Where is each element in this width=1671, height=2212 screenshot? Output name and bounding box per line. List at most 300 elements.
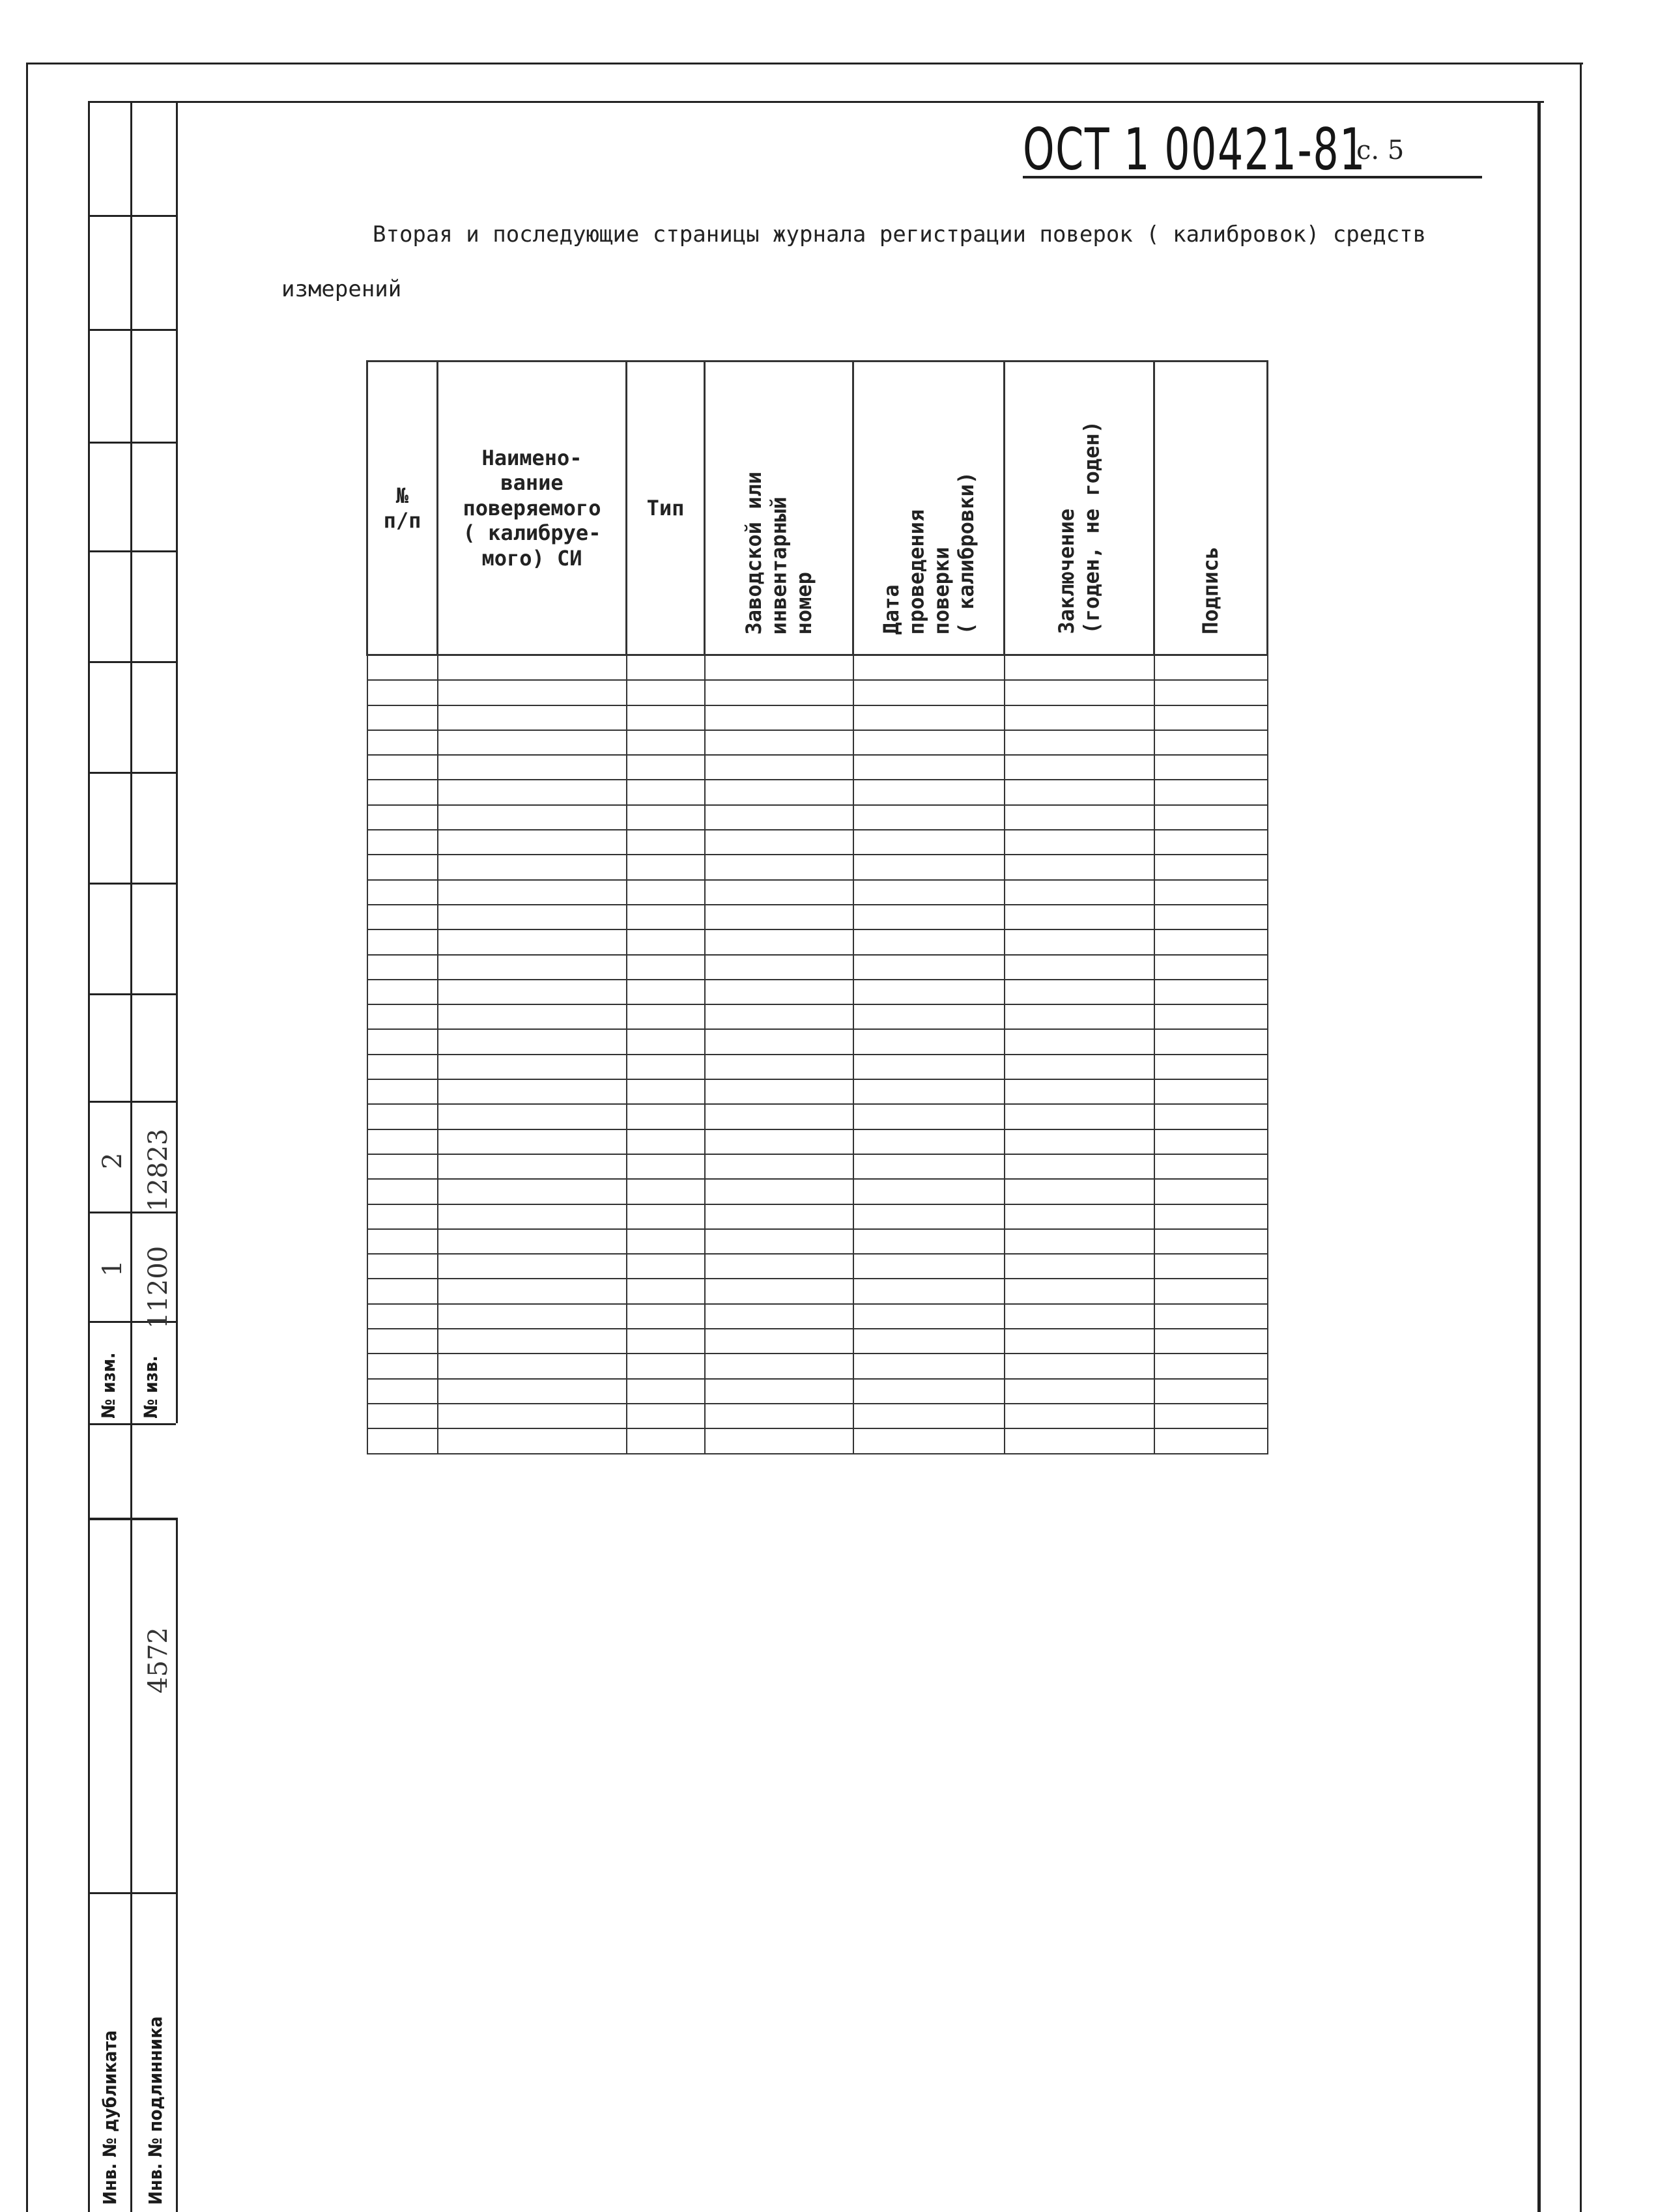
table-cell[interactable] [853,655,1005,681]
table-row [367,1329,1268,1354]
table-cell[interactable] [1154,1379,1268,1404]
table-cell[interactable] [367,655,438,681]
table-row [367,705,1268,730]
stamp-line [88,883,176,885]
stamp-line [88,661,176,663]
table-cell[interactable] [1154,1428,1268,1453]
table-cell[interactable] [853,1104,1005,1129]
column-header-serial-number [705,362,853,655]
table-cell[interactable] [705,1079,853,1104]
table-cell[interactable] [853,730,1005,755]
table-cell[interactable] [438,755,627,780]
stamp-line [88,442,176,444]
table-cell[interactable] [705,780,853,804]
table-row [367,780,1268,804]
table-cell[interactable] [853,1154,1005,1179]
table-cell[interactable] [705,1204,853,1229]
change-number-label: № изм. [98,1352,119,1419]
table-cell[interactable] [438,805,627,830]
table-row [367,830,1268,855]
table-cell[interactable] [705,855,853,879]
table-cell[interactable] [853,1279,1005,1303]
table-cell[interactable] [1154,1229,1268,1254]
table-cell[interactable] [367,1304,438,1329]
table-cell[interactable] [1154,680,1268,705]
table-cell[interactable] [1005,1329,1154,1354]
table-cell[interactable] [367,1204,438,1229]
table-cell[interactable] [367,1004,438,1029]
table-body [367,655,1268,1454]
table-cell[interactable] [367,1179,438,1204]
table-row [367,1129,1268,1154]
table-cell[interactable] [1154,855,1268,879]
intro-text-line-1: Вторая и последующие страницы журнала регистрации поверок ( калибровок) средств [373,221,1427,248]
table-cell[interactable] [367,855,438,879]
table-cell[interactable] [438,1004,627,1029]
table-cell[interactable] [627,1354,705,1378]
table-cell[interactable] [705,1104,853,1129]
table-cell[interactable] [438,855,627,879]
change-number-2: 2 [98,1152,128,1169]
frame-left-border [26,63,28,2212]
table-cell[interactable] [1154,830,1268,855]
table-cell[interactable] [438,1179,627,1204]
table-cell[interactable] [1154,905,1268,929]
table-cell[interactable] [1005,980,1154,1004]
table-cell[interactable] [367,929,438,954]
table-row [367,755,1268,780]
table-cell[interactable] [367,980,438,1004]
table-cell[interactable] [705,1004,853,1029]
table-cell[interactable] [1154,1154,1268,1179]
stamp-line [130,101,132,2212]
table-cell[interactable] [367,955,438,980]
frame-right-border [1580,63,1582,2212]
table-cell[interactable] [438,905,627,929]
table-cell[interactable] [1005,1055,1154,1079]
column-header-instrument-name [438,362,627,655]
stamp-line [88,1892,176,1894]
column-header-label: Подпись [1198,546,1223,634]
table-cell[interactable] [438,680,627,705]
table-cell[interactable] [627,1154,705,1179]
table-cell[interactable] [853,1204,1005,1229]
table-row [367,1104,1268,1129]
table-cell[interactable] [627,1104,705,1129]
table-row [367,880,1268,905]
table-cell[interactable] [367,1154,438,1179]
table-cell[interactable] [853,1304,1005,1329]
table-cell[interactable] [705,1329,853,1354]
table-cell[interactable] [705,1279,853,1303]
table-cell[interactable] [705,680,853,705]
table-cell[interactable] [367,905,438,929]
table-cell[interactable] [1005,955,1154,980]
table-cell[interactable] [627,1129,705,1154]
table-cell[interactable] [438,730,627,755]
table-cell[interactable] [1005,655,1154,681]
table-row [367,955,1268,980]
table-cell[interactable] [438,955,627,980]
table-cell[interactable] [367,730,438,755]
table-cell[interactable] [627,1428,705,1453]
inner-frame-top [88,101,1544,103]
column-header-label: Наимено- вание поверяемого ( калибруе- мого) СИ [463,446,601,571]
table-cell[interactable] [1154,1204,1268,1229]
table-cell[interactable] [1005,929,1154,954]
table-cell[interactable] [438,929,627,954]
stamp-line [176,1518,178,2212]
column-header-label: Заключение (годен, не годен) [1054,421,1104,634]
table-cell[interactable] [1154,955,1268,980]
stamp-line [88,1518,176,1520]
table-cell[interactable] [1005,805,1154,830]
table-cell[interactable] [705,1154,853,1179]
table-cell[interactable] [438,1104,627,1129]
table-cell[interactable] [367,680,438,705]
table-cell[interactable] [627,830,705,855]
table-cell[interactable] [438,1304,627,1329]
table-cell[interactable] [705,1354,853,1378]
table-cell[interactable] [627,1279,705,1303]
column-header-type [627,362,705,655]
table-cell[interactable] [367,1055,438,1079]
table-cell[interactable] [853,680,1005,705]
table-cell[interactable] [705,705,853,730]
table-cell[interactable] [1154,1004,1268,1029]
table-cell[interactable] [705,880,853,905]
table-cell[interactable] [853,1004,1005,1029]
table-row [367,929,1268,954]
table-cell[interactable] [853,880,1005,905]
table-cell[interactable] [853,980,1005,1004]
table-cell[interactable] [705,955,853,980]
table-cell[interactable] [627,1404,705,1428]
table-cell[interactable] [367,1129,438,1154]
table-cell[interactable] [438,1404,627,1428]
table-cell[interactable] [705,1404,853,1428]
table-cell[interactable] [438,1229,627,1254]
table-cell[interactable] [627,1304,705,1329]
table-cell[interactable] [367,1354,438,1378]
table-cell[interactable] [705,730,853,755]
table-cell[interactable] [1005,755,1154,780]
table-cell[interactable] [367,1379,438,1404]
frame-top-border [26,63,1583,64]
original-inventory-number: 4572 [143,1627,173,1694]
table-cell[interactable] [1005,1004,1154,1029]
table-cell[interactable] [367,705,438,730]
table-row [367,1204,1268,1229]
stamp-line [88,101,90,2212]
table-cell[interactable] [627,1329,705,1354]
original-inventory-label: Инв. № подлинника [145,2016,166,2205]
table-cell[interactable] [1005,1104,1154,1129]
table-cell[interactable] [627,655,705,681]
column-header-date [853,362,1005,655]
table-cell[interactable] [853,705,1005,730]
table-cell[interactable] [367,1428,438,1453]
table-cell[interactable] [438,1129,627,1154]
table-cell[interactable] [627,955,705,980]
table-cell[interactable] [1154,1254,1268,1279]
table-cell[interactable] [705,1055,853,1079]
table-cell[interactable] [853,1129,1005,1154]
notice-number-label: № изв. [140,1355,162,1419]
table-cell[interactable] [853,1329,1005,1354]
table-cell[interactable] [627,780,705,804]
table-cell[interactable] [705,755,853,780]
table-cell[interactable] [367,1229,438,1254]
table-cell[interactable] [627,1179,705,1204]
stamp-line [88,550,176,552]
table-row [367,1179,1268,1204]
table-cell[interactable] [1154,730,1268,755]
table-cell[interactable] [367,1329,438,1354]
table-cell[interactable] [627,1029,705,1054]
table-cell[interactable] [1005,705,1154,730]
page-number: с. 5 [1356,135,1405,165]
table-cell[interactable] [438,655,627,681]
table-cell[interactable] [627,705,705,730]
table-row [367,1354,1268,1378]
table-cell[interactable] [853,1354,1005,1378]
table-cell[interactable] [1154,1104,1268,1129]
table-cell[interactable] [627,880,705,905]
stamp-line [88,993,176,995]
table-cell[interactable] [705,1428,853,1453]
column-header-label: Заводской или инвентарный номер [741,471,816,634]
table-row [367,1428,1268,1453]
table-cell[interactable] [367,1079,438,1104]
table-cell[interactable] [705,1254,853,1279]
table-cell[interactable] [853,1379,1005,1404]
stamp-line [88,772,176,774]
table-row [367,980,1268,1004]
duplicate-inventory-label: Инв. № дубликата [99,2030,121,2205]
verification-journal-table [366,360,1268,1454]
table-row [367,855,1268,879]
table-cell[interactable] [367,1404,438,1428]
table-cell[interactable] [1154,1304,1268,1329]
table-cell[interactable] [705,905,853,929]
table-row [367,680,1268,705]
table-cell[interactable] [853,1079,1005,1104]
table-cell[interactable] [1154,1354,1268,1378]
table-cell[interactable] [438,1055,627,1079]
table-cell[interactable] [438,880,627,905]
table-cell[interactable] [438,830,627,855]
table-cell[interactable] [1154,1129,1268,1154]
table-cell[interactable] [1154,755,1268,780]
table-cell[interactable] [1005,1279,1154,1303]
table-cell[interactable] [1005,1254,1154,1279]
table-cell[interactable] [627,1379,705,1404]
table-cell[interactable] [367,1279,438,1303]
column-header-label: № п/п [383,483,421,533]
table-cell[interactable] [853,1179,1005,1204]
table-cell[interactable] [1005,1179,1154,1204]
table-cell[interactable] [1154,880,1268,905]
table-cell[interactable] [1005,730,1154,755]
table-cell[interactable] [1005,1204,1154,1229]
table-cell[interactable] [627,755,705,780]
table-cell[interactable] [627,1254,705,1279]
table-cell[interactable] [438,780,627,804]
table-cell[interactable] [627,730,705,755]
table-cell[interactable] [1005,855,1154,879]
journal-table-wrapper [366,360,1266,1454]
table-cell[interactable] [438,980,627,1004]
table-cell[interactable] [1154,1279,1268,1303]
table-cell[interactable] [438,1079,627,1104]
table-cell[interactable] [438,1354,627,1378]
table-cell[interactable] [705,830,853,855]
table-row [367,1004,1268,1029]
table-cell[interactable] [853,1229,1005,1254]
table-cell[interactable] [705,980,853,1004]
table-cell[interactable] [627,980,705,1004]
table-cell[interactable] [1154,705,1268,730]
table-cell[interactable] [438,1379,627,1404]
table-cell[interactable] [1005,1379,1154,1404]
table-cell[interactable] [627,1004,705,1029]
table-cell[interactable] [627,929,705,954]
table-cell[interactable] [705,929,853,954]
table-cell[interactable] [705,1304,853,1329]
column-header-label: Дата проведения поверки ( калибровки) [878,471,978,634]
table-cell[interactable] [1154,1404,1268,1428]
table-cell[interactable] [705,1229,853,1254]
table-cell[interactable] [1154,805,1268,830]
table-cell[interactable] [853,1055,1005,1079]
notice-number-1: 11200 [143,1245,173,1329]
table-cell[interactable] [367,780,438,804]
table-cell[interactable] [438,1204,627,1229]
table-cell[interactable] [438,705,627,730]
stamp-line [176,101,178,1423]
table-cell[interactable] [853,1404,1005,1428]
header-underline [1023,176,1482,178]
table-row [367,1154,1268,1179]
table-cell[interactable] [705,1379,853,1404]
table-cell[interactable] [1005,1229,1154,1254]
table-cell[interactable] [853,830,1005,855]
table-cell[interactable] [1154,929,1268,954]
table-cell[interactable] [438,1254,627,1279]
table-cell[interactable] [705,805,853,830]
table-row [367,1079,1268,1104]
table-cell[interactable] [438,1329,627,1354]
table-cell[interactable] [627,1229,705,1254]
table-row [367,1279,1268,1303]
stamp-line [88,329,176,331]
table-cell[interactable] [1005,1354,1154,1378]
table-cell[interactable] [1154,1055,1268,1079]
table-cell[interactable] [438,1279,627,1303]
column-header-signature [1154,362,1268,655]
table-cell[interactable] [367,755,438,780]
table-cell[interactable] [1005,1154,1154,1179]
table-cell[interactable] [1005,1029,1154,1054]
table-cell[interactable] [627,855,705,879]
table-cell[interactable] [367,1029,438,1054]
table-cell[interactable] [438,1154,627,1179]
table-cell[interactable] [1005,1304,1154,1329]
table-cell[interactable] [1005,905,1154,929]
change-number-1: 1 [98,1260,128,1277]
table-row [367,1404,1268,1428]
table-cell[interactable] [1154,1179,1268,1204]
table-cell[interactable] [627,805,705,830]
table-cell[interactable] [853,905,1005,929]
table-row [367,1029,1268,1054]
table-cell[interactable] [367,830,438,855]
table-cell[interactable] [1005,1079,1154,1104]
table-cell[interactable] [1005,1129,1154,1154]
column-header-number [367,362,438,655]
table-row [367,805,1268,830]
table-cell[interactable] [438,1029,627,1054]
table-cell[interactable] [367,1254,438,1279]
stamp-line [88,1212,176,1213]
table-row [367,1304,1268,1329]
table-row [367,905,1268,929]
table-cell[interactable] [627,1204,705,1229]
table-cell[interactable] [853,955,1005,980]
table-cell[interactable] [853,929,1005,954]
table-cell[interactable] [1005,880,1154,905]
table-cell[interactable] [853,855,1005,879]
table-cell[interactable] [1005,1428,1154,1453]
table-cell[interactable] [367,1104,438,1129]
table-cell[interactable] [627,680,705,705]
table-cell[interactable] [853,1029,1005,1054]
table-cell[interactable] [1154,655,1268,681]
table-cell[interactable] [627,905,705,929]
table-cell[interactable] [853,1428,1005,1453]
table-cell[interactable] [627,1055,705,1079]
table-cell[interactable] [367,880,438,905]
table-cell[interactable] [853,1254,1005,1279]
table-cell[interactable] [1154,980,1268,1004]
document-code: ОСТ 1 00421-81 [1023,116,1367,183]
table-row [367,1055,1268,1079]
stamp-line [88,1423,176,1425]
table-cell[interactable] [1154,1329,1268,1354]
table-cell[interactable] [853,755,1005,780]
table-cell[interactable] [1154,1029,1268,1054]
table-cell[interactable] [1005,780,1154,804]
table-cell[interactable] [853,805,1005,830]
notice-number-2: 12823 [143,1128,173,1212]
table-cell[interactable] [367,805,438,830]
table-cell[interactable] [705,655,853,681]
table-cell[interactable] [853,780,1005,804]
table-cell[interactable] [1005,1404,1154,1428]
table-cell[interactable] [705,1179,853,1204]
table-cell[interactable] [1154,780,1268,804]
table-row [367,1229,1268,1254]
table-cell[interactable] [627,1079,705,1104]
table-cell[interactable] [705,1029,853,1054]
table-cell[interactable] [1005,830,1154,855]
table-cell[interactable] [438,1428,627,1453]
table-row [367,730,1268,755]
table-cell[interactable] [705,1129,853,1154]
table-cell[interactable] [1005,680,1154,705]
table-cell[interactable] [1154,1079,1268,1104]
